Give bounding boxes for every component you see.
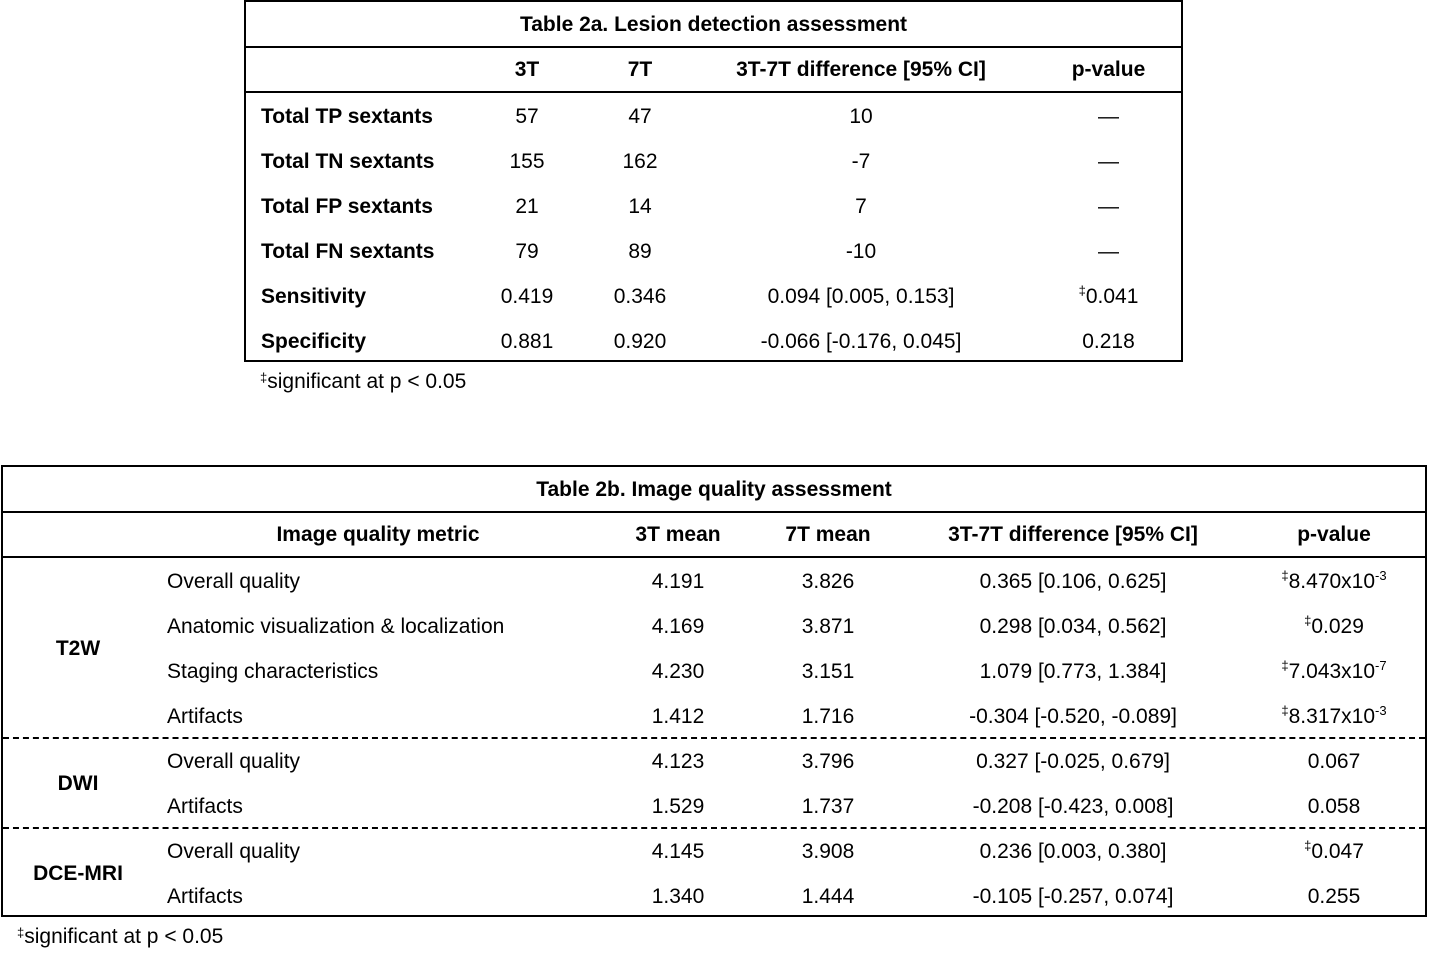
footnote-a xyxy=(260,370,466,394)
lesion-detection-table xyxy=(244,0,1183,362)
value-7t: 89 xyxy=(628,239,652,263)
header-p-value: p-value xyxy=(1071,58,1146,81)
metric-label: Staging characteristics xyxy=(167,659,379,683)
p-value-cell xyxy=(1243,649,1425,694)
p-value: 8.317x10 xyxy=(1288,704,1376,728)
table-row xyxy=(3,604,1425,649)
value-3t: 57 xyxy=(515,104,539,128)
image-quality-table xyxy=(1,465,1427,917)
significance-mark: ‡ xyxy=(1281,658,1289,673)
p-value: 8.470x10 xyxy=(1288,569,1376,593)
difference-ci: -10 xyxy=(845,239,877,263)
table-row xyxy=(246,274,1181,319)
p-value: 0.067 xyxy=(1307,749,1361,773)
value-7t-mean: 1.444 xyxy=(801,884,855,908)
p-value-cell xyxy=(1243,739,1425,784)
significance-mark: ‡ xyxy=(1281,568,1289,583)
metric-label: Overall quality xyxy=(167,749,301,773)
p-value: — xyxy=(1098,239,1119,263)
p-value-exponent: -3 xyxy=(1375,568,1387,583)
row-label: Total TP sextants xyxy=(261,104,433,128)
value-3t-mean: 4.191 xyxy=(651,569,705,593)
p-value-cell xyxy=(1026,139,1191,184)
metric-label: Artifacts xyxy=(167,794,243,818)
value-7t-mean: 3.871 xyxy=(801,614,855,638)
table-row xyxy=(246,184,1181,229)
value-3t-mean: 1.412 xyxy=(651,704,705,728)
footnote-b xyxy=(17,925,223,949)
significance-mark: ‡ xyxy=(1281,703,1289,718)
table-title-row xyxy=(246,2,1181,47)
table-row xyxy=(3,559,1425,604)
value-7t: 47 xyxy=(628,104,652,128)
table-row xyxy=(3,874,1425,919)
p-value-cell xyxy=(1026,184,1191,229)
value-3t-mean: 1.529 xyxy=(651,794,705,818)
value-7t: 162 xyxy=(622,149,658,173)
p-value-cell xyxy=(1243,694,1425,739)
metric-label: Anatomic visualization & localization xyxy=(167,614,505,638)
p-value: 0.218 xyxy=(1082,329,1135,353)
value-7t-mean: 1.716 xyxy=(801,704,855,728)
header-difference: 3T-7T difference [95% CI] xyxy=(948,523,1198,546)
header-7t-mean: 7T mean xyxy=(785,523,871,546)
p-value: 7.043x10 xyxy=(1288,659,1376,683)
p-value-exponent: -7 xyxy=(1375,658,1387,673)
metric-label: Overall quality xyxy=(167,569,301,593)
difference-ci: -0.304 [-0.520, -0.089] xyxy=(969,704,1177,728)
table-row xyxy=(246,319,1181,364)
significance-mark: ‡ xyxy=(1304,613,1312,628)
row-label: Total TN sextants xyxy=(261,149,435,173)
value-3t-mean: 4.123 xyxy=(651,749,705,773)
value-3t: 79 xyxy=(515,239,539,263)
value-3t-mean: 4.230 xyxy=(651,659,705,683)
table-title: Table 2a. Lesion detection assessment xyxy=(519,12,908,36)
header-difference: 3T-7T difference [95% CI] xyxy=(736,58,986,81)
p-value-cell xyxy=(1243,604,1425,649)
p-value: 0.255 xyxy=(1307,884,1361,908)
table-row xyxy=(246,94,1181,139)
value-3t-mean: 4.145 xyxy=(651,839,705,863)
value-3t-mean: 4.169 xyxy=(651,614,705,638)
p-value-cell xyxy=(1026,94,1191,139)
p-value-cell xyxy=(1026,274,1191,319)
p-value-cell xyxy=(1243,874,1425,919)
footnote-text: significant at p < 0.05 xyxy=(24,925,224,948)
p-value-cell xyxy=(1026,229,1191,274)
table-row xyxy=(246,139,1181,184)
p-value-exponent: -3 xyxy=(1375,703,1387,718)
value-7t-mean: 1.737 xyxy=(801,794,855,818)
p-value: 0.041 xyxy=(1085,284,1139,308)
table-row xyxy=(3,829,1425,874)
p-value: — xyxy=(1098,149,1119,173)
table-row xyxy=(3,649,1425,694)
p-value-cell xyxy=(1243,784,1425,829)
metric-label: Overall quality xyxy=(167,839,301,863)
p-value: — xyxy=(1098,104,1119,128)
group-label: T2W xyxy=(55,637,101,660)
difference-ci: -0.066 [-0.176, 0.045] xyxy=(760,329,962,353)
difference-ci: -0.208 [-0.423, 0.008] xyxy=(972,794,1174,818)
header-3t-mean: 3T mean xyxy=(635,523,721,546)
header-row xyxy=(246,48,1181,92)
value-7t: 0.346 xyxy=(613,284,667,308)
table-row xyxy=(3,784,1425,829)
difference-ci: 7 xyxy=(855,194,867,218)
difference-ci: 1.079 [0.773, 1.384] xyxy=(979,659,1167,683)
value-7t: 14 xyxy=(628,194,652,218)
value-3t-mean: 1.340 xyxy=(651,884,705,908)
value-7t-mean: 3.908 xyxy=(801,839,855,863)
difference-ci: 10 xyxy=(849,104,873,128)
p-value: 0.058 xyxy=(1307,794,1361,818)
group-label: DWI xyxy=(57,772,99,795)
p-value-cell xyxy=(1243,559,1425,604)
difference-ci: 0.298 [0.034, 0.562] xyxy=(979,614,1167,638)
value-7t-mean: 3.826 xyxy=(801,569,855,593)
header-metric: Image quality metric xyxy=(276,523,480,546)
table-row xyxy=(246,229,1181,274)
value-7t-mean: 3.151 xyxy=(801,659,855,683)
value-3t: 0.881 xyxy=(500,329,554,353)
difference-ci: -0.105 [-0.257, 0.074] xyxy=(972,884,1174,908)
p-value-cell xyxy=(1026,319,1191,364)
p-value-cell xyxy=(1243,829,1425,874)
footnote-mark: ‡ xyxy=(260,370,268,385)
difference-ci: -7 xyxy=(851,149,871,173)
metric-label: Artifacts xyxy=(167,884,243,908)
header-7t: 7T xyxy=(627,58,653,81)
p-value: 0.047 xyxy=(1311,839,1364,863)
difference-ci: 0.094 [0.005, 0.153] xyxy=(767,284,955,308)
group-label: DCE-MRI xyxy=(33,862,123,885)
significance-mark: ‡ xyxy=(1078,283,1086,298)
difference-ci: 0.327 [-0.025, 0.679] xyxy=(976,749,1170,773)
header-divider xyxy=(3,556,1425,558)
footnote-mark: ‡ xyxy=(17,925,25,940)
metric-label: Artifacts xyxy=(167,704,243,728)
table-row xyxy=(3,694,1425,739)
row-label: Total FN sextants xyxy=(261,239,435,263)
difference-ci: 0.236 [0.003, 0.380] xyxy=(979,839,1167,863)
table-title-row xyxy=(3,467,1425,512)
p-value: 0.029 xyxy=(1311,614,1364,638)
header-row xyxy=(3,513,1425,557)
row-label: Specificity xyxy=(261,329,367,353)
row-label: Total FP sextants xyxy=(261,194,433,218)
header-p-value: p-value xyxy=(1297,523,1371,546)
table-row xyxy=(3,739,1425,784)
significance-mark: ‡ xyxy=(1304,838,1312,853)
value-3t: 0.419 xyxy=(500,284,554,308)
row-label: Sensitivity xyxy=(261,284,367,308)
value-3t: 21 xyxy=(515,194,539,218)
footnote-text: significant at p < 0.05 xyxy=(267,370,467,393)
header-3t: 3T xyxy=(514,58,540,81)
value-7t: 0.920 xyxy=(613,329,667,353)
table-title: Table 2b. Image quality assessment xyxy=(536,477,892,501)
value-3t: 155 xyxy=(509,149,545,173)
p-value: — xyxy=(1098,194,1119,218)
difference-ci: 0.365 [0.106, 0.625] xyxy=(979,569,1167,593)
header-divider xyxy=(246,91,1181,93)
value-7t-mean: 3.796 xyxy=(801,749,855,773)
